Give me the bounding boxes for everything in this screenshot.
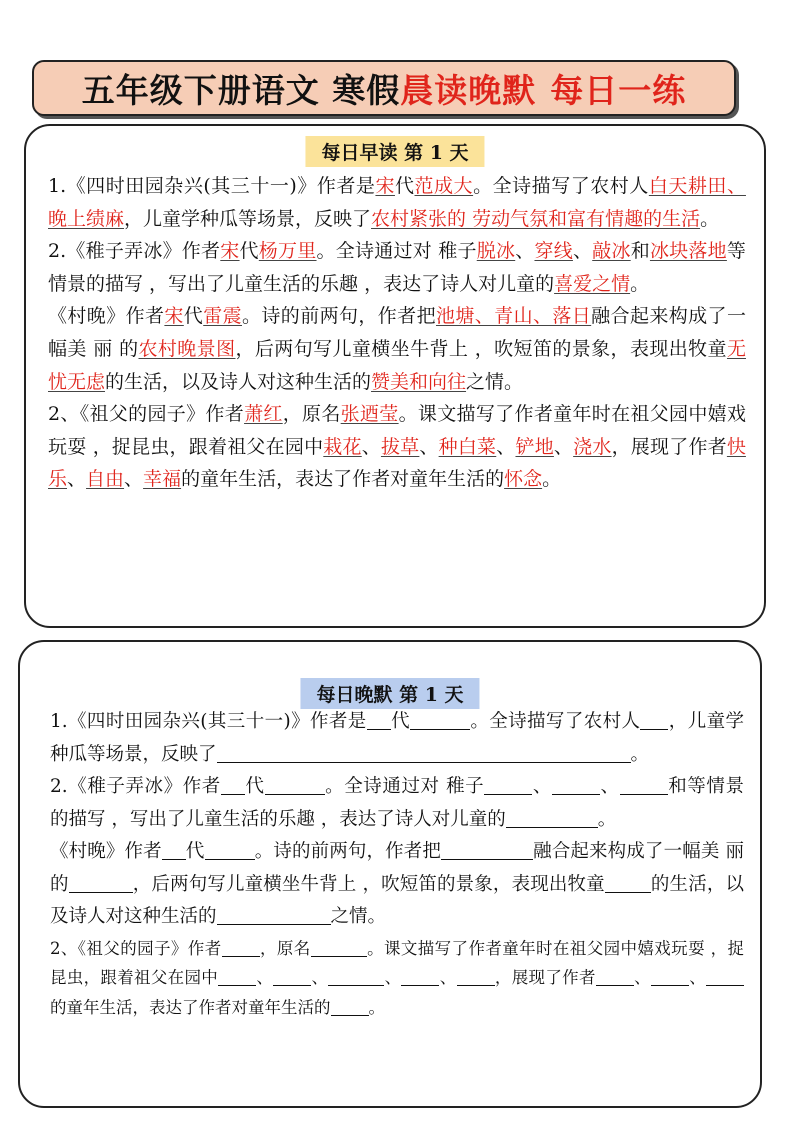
- fill-blank[interactable]: [605, 873, 651, 893]
- answer: 宋: [375, 175, 395, 197]
- morning-item-3: [48, 300, 746, 398]
- answer: 宋: [220, 240, 240, 263]
- text: ，儿童学种瓜等场景，反映了: [124, 207, 372, 230]
- text: 的童年生活，表达了作者对童年生活的: [50, 997, 331, 1017]
- fill-blank[interactable]: [328, 969, 384, 987]
- text: 、: [124, 468, 144, 491]
- text: 。诗的前两句，作者把: [254, 841, 442, 862]
- text: ，展现了作者: [611, 435, 727, 458]
- answer: 冰块落地: [649, 240, 727, 263]
- fill-blank[interactable]: [205, 841, 255, 861]
- text: 、: [496, 435, 516, 458]
- text: 、: [256, 968, 274, 987]
- text: 。课文描写了作者童年时在祖父园中嬉戏玩耍 ，捉昆虫，跟着祖父在园中: [50, 938, 745, 987]
- text: 。: [630, 272, 650, 295]
- text: 之情。: [330, 906, 387, 927]
- text: 、: [311, 968, 329, 987]
- fill-blank[interactable]: [441, 841, 533, 861]
- morning-badge: 每日早读 第 1 天: [305, 136, 484, 167]
- evening-text: [50, 706, 744, 1022]
- text: ，原名: [259, 938, 311, 958]
- page-title: [32, 60, 736, 116]
- evening-item-1: [50, 706, 744, 771]
- morning-item-4: [48, 398, 746, 496]
- text: 2、《祖父的园子》作者: [50, 938, 222, 958]
- fill-blank[interactable]: [69, 873, 133, 893]
- text: 代: [185, 841, 205, 862]
- text: ，后两句写儿童横坐牛背上 ，吹短笛的景象，表现出牧童: [235, 337, 727, 360]
- text: ，儿童学种瓜等场景，反映了: [50, 711, 744, 765]
- fill-blank[interactable]: [162, 841, 186, 861]
- answer: 张迺莹: [340, 403, 399, 426]
- fill-blank[interactable]: [222, 939, 260, 957]
- fill-blank[interactable]: [457, 969, 495, 987]
- answer: 种白菜: [438, 435, 497, 458]
- text: 、: [572, 240, 593, 263]
- text: 。: [700, 207, 720, 230]
- title-black: 五年级下册语文 寒假: [81, 70, 401, 110]
- answer: 穿线: [534, 240, 573, 263]
- text: 。: [542, 468, 562, 491]
- text: 2.《稚子弄冰》作者: [48, 240, 221, 263]
- text: 。: [368, 997, 385, 1017]
- text: 、: [419, 435, 439, 458]
- text: 、: [532, 776, 552, 797]
- morning-item-1: [48, 170, 746, 235]
- answer: 范成大: [414, 175, 474, 197]
- fill-blank[interactable]: [331, 998, 369, 1016]
- answer: 农村紧张的 劳动气氛和富有情趣的生活: [371, 207, 701, 230]
- text: ，后两句写儿童横坐牛背上 ，吹短笛的景象，表现出牧童: [132, 873, 605, 895]
- evening-item-4: [50, 934, 744, 1023]
- text: 融合起来构成了一幅美 丽 的: [50, 841, 744, 895]
- fill-blank[interactable]: [552, 776, 600, 796]
- answer: 幸福: [143, 468, 182, 491]
- fill-blank[interactable]: [311, 939, 367, 957]
- answer: 杨万里: [258, 240, 317, 263]
- answer: 浇水: [573, 435, 612, 458]
- text: 代: [390, 711, 410, 732]
- morning-item-2: [48, 235, 746, 300]
- text: 代: [239, 240, 259, 263]
- text: 。课文描写了作者童年时在祖父园中嬉戏玩耍 ，捉昆虫，跟着祖父在园中: [48, 403, 746, 458]
- evening-dictation-card: [18, 640, 762, 1108]
- text: 的生活，以及诗人对这种生活的: [50, 873, 744, 927]
- answer: 敲冰: [592, 240, 631, 263]
- text: 。: [630, 743, 650, 765]
- text: 之情。: [466, 370, 524, 393]
- answer: 无忧无虑: [48, 337, 746, 393]
- answer: 栽花: [323, 435, 362, 458]
- text: 、: [599, 776, 620, 797]
- answer: 拔草: [380, 435, 420, 458]
- title-red-2: 每日一练: [550, 70, 687, 110]
- text: 、: [515, 240, 535, 263]
- answer: 自由: [86, 468, 125, 491]
- morning-text: [48, 170, 746, 496]
- text: 、: [67, 468, 87, 491]
- text: 等情景的描写 ，写出了儿童生活的乐趣 ，表达了诗人对儿童的: [48, 240, 746, 295]
- fill-blank[interactable]: [651, 969, 689, 987]
- answer: 宋: [164, 305, 184, 328]
- text: 、: [361, 435, 381, 458]
- text: 的童年生活，表达了作者对童年生活的: [181, 468, 505, 491]
- answer: 白天耕田、晚上绩麻: [48, 175, 746, 230]
- answer: 池塘、青山、落日: [435, 305, 592, 328]
- text: 。全诗通过对 稚子: [324, 776, 485, 797]
- fill-blank[interactable]: [367, 711, 391, 731]
- answer: 萧红: [244, 403, 283, 426]
- fill-blank[interactable]: [217, 906, 331, 926]
- answer: 喜爱之情: [554, 272, 631, 295]
- text: 代: [394, 175, 415, 197]
- text: 。全诗描写了农村人: [469, 711, 641, 732]
- text: 、: [553, 435, 574, 458]
- text: 、: [633, 968, 651, 987]
- fill-blank[interactable]: [506, 808, 598, 828]
- text: 。诗的前两句，作者把: [242, 305, 436, 328]
- text: 《村晚》作者: [48, 305, 165, 328]
- fill-blank[interactable]: [596, 969, 634, 987]
- text: 1.《四时田园杂兴(其三十一)》作者是: [48, 175, 376, 197]
- answer: 雷震: [203, 305, 242, 328]
- fill-blank[interactable]: [410, 711, 470, 731]
- text: 、: [384, 968, 402, 987]
- answer: 赞美和向往: [371, 370, 467, 393]
- answer: 快乐: [48, 435, 746, 491]
- fill-blank[interactable]: [401, 969, 439, 987]
- fill-blank[interactable]: [218, 969, 256, 987]
- text: 的生活，以及诗人对这种生活的: [105, 370, 372, 393]
- answer: 脱冰: [476, 240, 516, 263]
- text: 1.《四时田园杂兴(其三十一)》作者是: [50, 711, 367, 732]
- fill-blank[interactable]: [484, 776, 532, 796]
- fill-blank[interactable]: [620, 776, 668, 796]
- answer: 农村晚景图: [138, 337, 236, 360]
- fill-blank[interactable]: [706, 969, 744, 987]
- text: 代: [244, 776, 265, 797]
- text: 。全诗描写了农村人: [473, 175, 649, 197]
- evening-badge: 每日晚默 第 1 天: [300, 678, 479, 709]
- text: 《村晚》作者: [50, 841, 162, 862]
- fill-blank[interactable]: [640, 711, 668, 731]
- answer: 怀念: [504, 468, 543, 491]
- morning-reading-card: [24, 124, 766, 628]
- text: ，原名: [282, 403, 341, 426]
- text: 。全诗通过对 稚子: [316, 240, 477, 263]
- fill-blank[interactable]: [265, 776, 325, 796]
- text: 、: [439, 968, 457, 987]
- text: 2.《稚子弄冰》作者: [50, 776, 221, 797]
- evening-item-3: [50, 836, 744, 934]
- fill-blank[interactable]: [273, 969, 311, 987]
- text: 2、《祖父的园子》作者: [48, 403, 245, 426]
- text: 和: [667, 776, 688, 797]
- fill-blank[interactable]: [217, 743, 631, 763]
- fill-blank[interactable]: [221, 776, 245, 796]
- text: 融合起来构成了一幅美 丽 的: [48, 305, 746, 360]
- text: 代: [183, 305, 204, 328]
- text: ，展现了作者: [494, 968, 596, 987]
- text: 、: [688, 968, 707, 987]
- title-red-1: 晨读晚默: [400, 70, 537, 110]
- text: 等情景的描写 ，写出了儿童生活的乐趣 ，表达了诗人对儿童的: [50, 776, 744, 830]
- text: 和: [630, 240, 650, 263]
- answer: 铲地: [515, 435, 554, 458]
- evening-item-2: [50, 771, 744, 836]
- text: 。: [597, 808, 617, 830]
